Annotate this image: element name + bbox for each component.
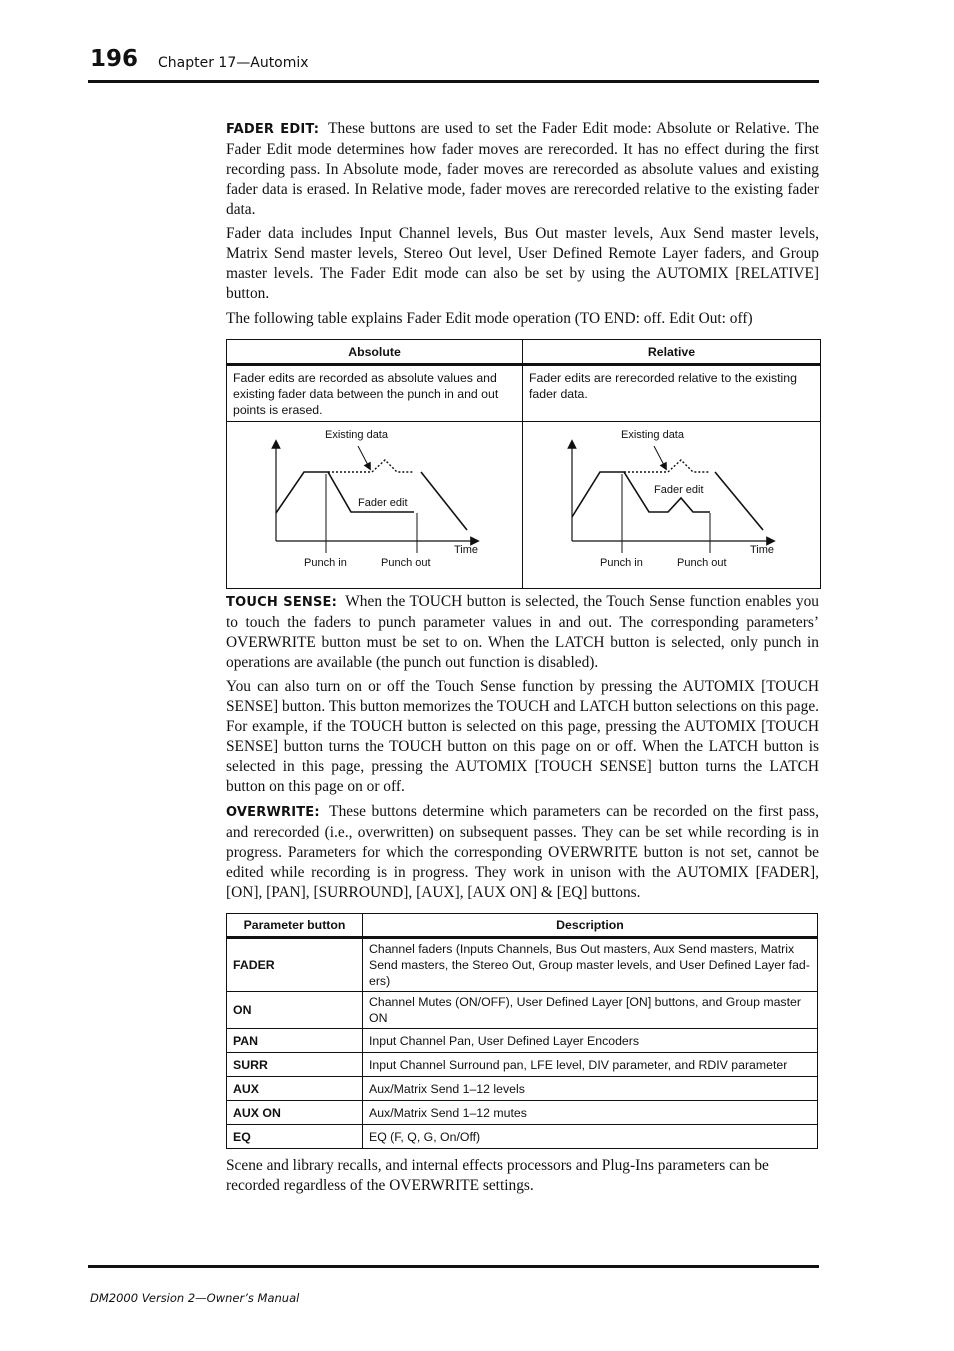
overwrite-text: These buttons determine which parameters can be recorded on the first pass, and rerecorded (i.e., overwritten) on subsequent passes. They can be set while recording is in progress. Parameters for which the corresponding OVERWRITE button is not set, cannot be edited while recording is in progress. They work in unison with the AUTOMIX [FADER], [ON], [PAN], [SURROUND], [AUX], [AUX ON] & [EQ] buttons. (226, 803, 819, 901)
after-punch-curve (715, 472, 763, 530)
table-row (227, 422, 821, 589)
touch-sense-paragraph-2: You can also turn on or off the Touch Sense function by pressing the AUTOMIX [TOUCH SENSE] button. This button memorizes the TOUCH and LATCH button selections on this page. For example, if the TOUCH button is selected on this page, pressing the AUTOMIX [TOUCH SENSE] button turns the TOUCH button on this page on or off. When the LATCH button is selected in this page, pressing the AUTOMIX [TOUCH SENSE] button turns the LATCH button on this page on or off. (226, 678, 819, 795)
absolute-diagram-cell (227, 422, 523, 589)
fader-edit-label: Fader edit (654, 484, 704, 496)
closing-paragraph: Scene and library recalls, and internal effects processors and Plug-Ins parameters can be recorded regardless of the OVERWRITE settings. (226, 1157, 769, 1194)
absolute-description: Fader edits are recorded as absolute values and existing fader data between the punch in and out points is erased. (227, 365, 523, 422)
table-row (227, 1029, 818, 1053)
param-description: EQ (F, Q, G, On/Off) (363, 1125, 818, 1149)
param-description: Input Channel Pan, User Defined Layer Encoders (363, 1029, 818, 1053)
punch-out-label: Punch out (677, 557, 727, 569)
overwrite-paragraph (226, 802, 819, 903)
param-name: EQ (227, 1125, 363, 1149)
fader-data-paragraph: Fader data includes Input Channel levels, Bus Out master levels, Aux Send master levels, Matrix Send master levels, Stereo Out level, User Defined Remote Layer faders, and Group master levels. The Fader Edit mode can also be set by using the AUTOMIX [RELATIVE] button. (226, 225, 819, 302)
page-number: 196 (90, 46, 139, 72)
punch-in-label: Punch in (600, 557, 643, 569)
param-name: AUX ON (227, 1101, 363, 1125)
table-row (227, 992, 818, 1029)
param-name: AUX (227, 1077, 363, 1101)
param-name: FADER (227, 938, 363, 992)
fader-table-intro: The following table explains Fader Edit mode operation (TO END: off. Edit Out: off) (226, 310, 753, 327)
footer-text: DM2000 Version 2—Owner’s Manual (90, 1291, 300, 1305)
overwrite-heading: OVERWRITE: (226, 805, 320, 820)
param-description: Channel faders (Inputs Channels, Bus Out masters, Aux Send masters, Matrix Send masters, the Stereo Out, Group master levels, and User Defined Layer faders) (363, 938, 818, 992)
fader-edit-text: These buttons are used to set the Fader Edit mode: Absolute or Relative. The Fader Edit mode determines how fader moves are rerecorded. It has no effect during the first recording pass. In Absolute mode, fader moves are rerecorded as absolute values and existing fader data is erased. In Relative mode, fader moves are rerecorded relative to the existing fader data. (226, 120, 819, 218)
touch-sense-text: When the TOUCH button is selected, the Touch Sense function enables you to touch the faders to punch parameter values in and out. The corresponding parameters’ OVERWRITE button must be set to on. When the LATCH button is selected, only punch in operations are available (the punch out function is disabled). (226, 593, 819, 671)
touch-sense-heading: TOUCH SENSE: (226, 595, 338, 610)
fader-edit-paragraph (226, 119, 819, 220)
existing-data-label: Existing data (325, 429, 388, 441)
header-rule (88, 80, 819, 83)
param-description: Aux/Matrix Send 1–12 mutes (363, 1101, 818, 1125)
param-name: PAN (227, 1029, 363, 1053)
parameter-table (226, 913, 818, 1149)
col-description: Description (363, 914, 818, 938)
punch-out-label: Punch out (381, 557, 431, 569)
param-description: Input Channel Surround pan, LFE level, DIV parameter, and RDIV parameter (363, 1053, 818, 1077)
existing-data-curve (328, 460, 414, 472)
param-description: Channel Mutes (ON/OFF), User Defined Layer [ON] buttons, and Group master ON (363, 992, 818, 1029)
table-header-row (227, 340, 821, 365)
param-name: SURR (227, 1053, 363, 1077)
col-relative: Relative (523, 340, 821, 365)
existing-data-label: Existing data (621, 429, 684, 441)
table-row (227, 1101, 818, 1125)
after-punch-curve (421, 472, 467, 530)
existing-data-curve (624, 460, 710, 472)
table-header-row (227, 914, 818, 938)
fader-edit-heading: FADER EDIT: (226, 122, 320, 137)
param-name: ON (227, 992, 363, 1029)
table-row (227, 1053, 818, 1077)
param-description: Aux/Matrix Send 1–12 levels (363, 1077, 818, 1101)
table-row (227, 1077, 818, 1101)
table-row (227, 1125, 818, 1149)
absolute-diagram (227, 422, 522, 588)
col-parameter-button: Parameter button (227, 914, 363, 938)
col-absolute: Absolute (227, 340, 523, 365)
table-row (227, 938, 818, 992)
punch-in-label: Punch in (304, 557, 347, 569)
existing-data-pointer (358, 446, 369, 467)
chapter-title: Chapter 17—Automix (158, 55, 309, 71)
fader-edit-table (226, 339, 821, 589)
relative-description: Fader edits are rerecorded relative to the existing fader data. (523, 365, 821, 422)
time-label: Time (454, 544, 479, 556)
fader-edit-label: Fader edit (358, 497, 408, 509)
relative-diagram-cell (523, 422, 821, 589)
time-label: Time (750, 544, 775, 556)
touch-sense-paragraph (226, 592, 819, 673)
relative-diagram (523, 422, 820, 588)
table-row (227, 365, 821, 422)
existing-data-pointer (654, 446, 665, 467)
footer-rule (88, 1265, 819, 1268)
